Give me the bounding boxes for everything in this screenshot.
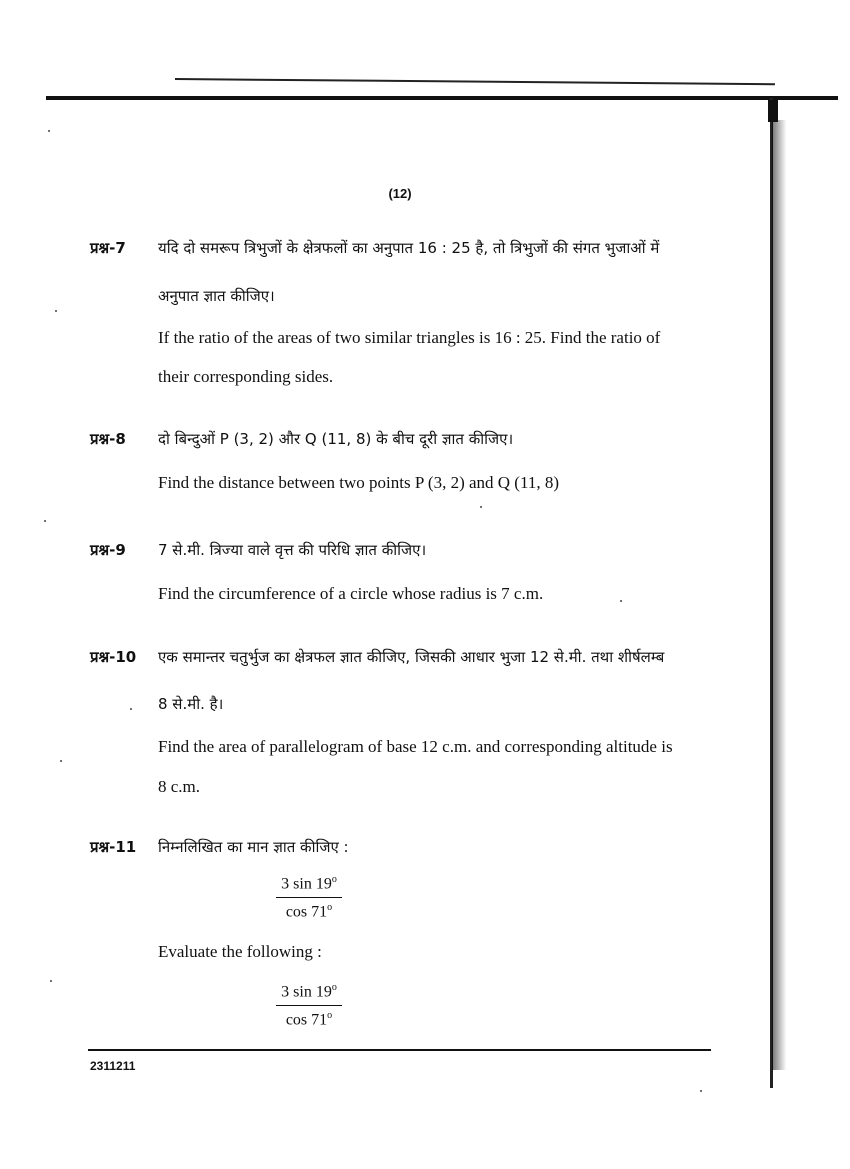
question-10-hindi-line-1: एक समान्तर चतुर्भुज का क्षेत्रफल ज्ञात कीजिए, जिसकी आधार भुजा 12 से.मी. तथा शीर्षलम्ब: [158, 648, 665, 666]
scan-speck: [700, 1090, 702, 1092]
footer-code: 2311211: [90, 1059, 136, 1073]
fraction-denominator: cos 71$^o$: [285, 902, 333, 921]
question-7-label: प्रश्न-7: [90, 239, 126, 257]
page-number: (12): [388, 186, 412, 201]
question-11-label: प्रश्न-11: [90, 838, 137, 856]
scan-speck: [620, 600, 622, 602]
question-9-hindi-line-1: 7 से.मी. त्रिज्या वाले वृत्त की परिधि ज्ञात कीजिए।: [158, 541, 427, 559]
question-11-expression-hindi: [276, 874, 342, 922]
question-10-english-line-1: Find the area of parallelogram of base 12 c.m. and corresponding altitude is: [158, 737, 673, 756]
footer-rule: [88, 1049, 711, 1051]
question-8-label: प्रश्न-8: [90, 430, 126, 448]
scan-speck: [130, 708, 132, 710]
question-7-hindi-line-2: अनुपात ज्ञात कीजिए।: [158, 287, 275, 305]
question-9-english-line-1: Find the circumference of a circle whose radius is 7 c.m.: [158, 584, 544, 603]
scan-speck: [55, 310, 57, 312]
question-7-hindi-line-1: यदि दो समरूप त्रिभुजों के क्षेत्रफलों का अनुपात 16 : 25 है, तो त्रिभुजों की संगत भुजाओं में: [158, 239, 660, 257]
scan-speck: [48, 130, 50, 132]
scan-border-thin: [175, 78, 775, 85]
question-10-hindi-line-2: 8 से.मी. है।: [158, 695, 224, 713]
question-8-english-line-1: Find the distance between two points P (3, 2) and Q (11, 8): [158, 473, 560, 492]
scan-mark: [768, 100, 778, 122]
question-10-label: प्रश्न-10: [90, 648, 137, 666]
question-11-expression-english: [276, 982, 342, 1030]
question-10-english-line-2: 8 c.m.: [158, 777, 201, 796]
fraction-numerator: 3 sin 19$^o$: [276, 982, 342, 1006]
scan-speck: [480, 506, 482, 508]
scan-speck: [60, 760, 62, 762]
fraction-denominator: cos 71$^o$: [285, 1010, 333, 1029]
scan-border-top: [46, 96, 838, 100]
fraction-numerator: 3 sin 19$^o$: [276, 874, 342, 898]
question-7-english-line-2: their corresponding sides.: [158, 367, 334, 386]
question-11-english-line-1: Evaluate the following :: [158, 942, 322, 961]
question-9-label: प्रश्न-9: [90, 541, 126, 559]
scan-shadow-right: [772, 120, 790, 1070]
question-7-english-line-1: If the ratio of the areas of two similar triangles is 16 : 25. Find the ratio of: [158, 328, 661, 347]
question-11-hindi-line-1: निम्नलिखित का मान ज्ञात कीजिए :: [158, 838, 349, 856]
question-8-hindi-line-1: दो बिन्दुओं P (3, 2) और Q (11, 8) के बीच दूरी ज्ञात कीजिए।: [158, 430, 514, 448]
scan-speck: [44, 520, 46, 522]
scan-speck: [50, 980, 52, 982]
